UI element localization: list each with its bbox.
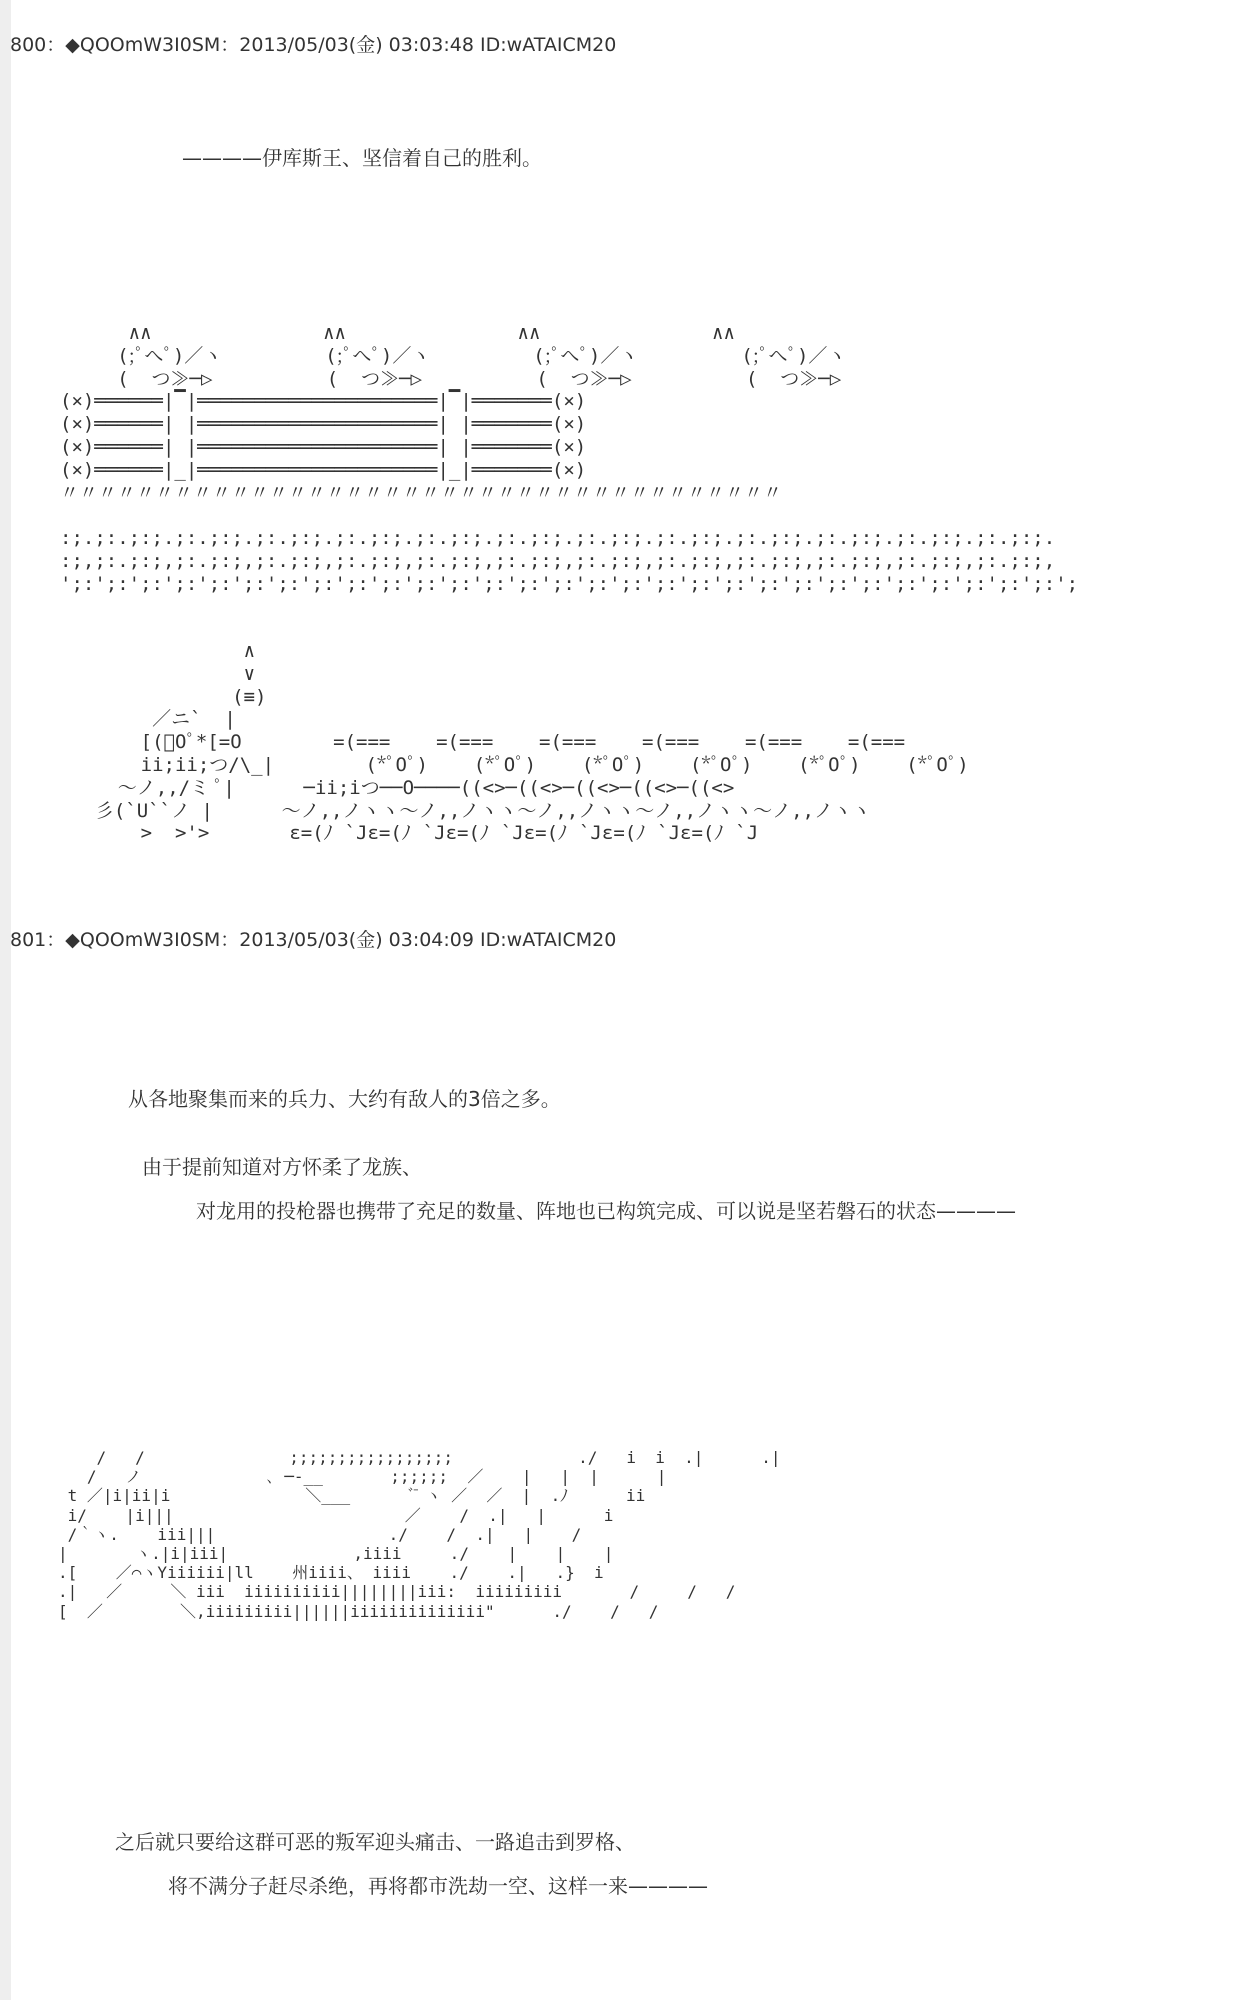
- post-header-800: 800：◆QOOmW3I0SM：2013/05/03(金) 03:03:48 ID:wATAICM20: [10, 34, 617, 56]
- ascii-art-landscape: / / ;;;;;;;;;;;;;;;;; ./ i i .| .| / ノ ､ ─-__ ;;;;;; ／ | | | | t ／|i|ii|i ＼___ ﾞ̄ ヽ ／ ／ | .ﾉ ii i/ |i||| ／ / .| | i /｀ヽ. iii||| ./ / .| | / | ヽ.|i|iii| ,iiii ./ | | | .[ ／⌒ヽYiiiiii|ll 州iiii、 iiii ./ .| .} i .| ／ ＼ iii iiiiiiiiii||||||||iii: iiiiiiiii / / / [ ／ ＼,iiiiiiiii||||||iiiiiiiiiiiiii" ./ / /: [58, 1448, 781, 1621]
- narration-line: 从各地聚集而来的兵力、大约有敌人的3倍之多。: [128, 1087, 561, 1111]
- post-header-801: 801：◆QOOmW3I0SM：2013/05/03(金) 03:04:09 ID:wATAICM20: [10, 929, 617, 951]
- narration-line: 对龙用的投枪器也携带了充足的数量、阵地也已构筑完成、可以说是坚若磐石的状态————: [196, 1199, 1016, 1223]
- narration-line: 之后就只要给这群可恶的叛军迎头痛击、一路追击到罗格、: [115, 1830, 635, 1854]
- narration-line: ————伊库斯王、坚信着自己的胜利。: [182, 146, 542, 170]
- narration-line: 将不满分子赶尽杀绝，再将都市洗劫一空、这样一来————: [168, 1874, 708, 1898]
- page-left-strip: [0, 0, 11, 2000]
- ascii-art-wall-soldiers: ∧∧ ∧∧ ∧∧ ∧∧ (;ﾟへﾟ)／ヽ (;ﾟへﾟ)／ヽ (;ﾟへﾟ)／ヽ (;ﾟへﾟ)／ヽ ( つ≫─▷ ( つ≫─▷ ( つ≫─▷ ( つ≫─▷ (×)══════|▔|═════════════════════|▔|═══════(×) (×)══════| |═════════════════════| |═══════(×) (×)══════| |═════════════════════| |═══════(×) (×)══════|_|═════════════════════|_|═══════(×) 〃〃〃〃〃〃〃〃〃〃〃〃〃〃〃〃〃〃〃〃〃〃〃〃〃〃〃〃〃〃〃〃〃〃〃〃〃〃 :;.;:.;:;.;:.;:;.;:.;:;.;:.;:;.;:.;:;.;:.;:;.;:.;:;.;:.;:;.;:.;:;.;:.;:;.;:.;:;.;:.;:;. :;,;:.;:;,;:.;:;,;:.;:;,;:.;:;,;:.;:;,;:.;:;,;:.;:;,;:.;:;,;:.;:;,;:.;:;,;:.;:;,;:.;:;, ';:';:';:';:';:';:';:';:';:';:';:';:';:';:';:';:';:';:';:';:';:';:';:';:';:';:';:';:';:';: [60, 322, 1079, 595]
- ascii-art-army-charge: ∧ ∨ (≡) ／ニ` | [(ﾟOﾟ*[=O =(=== =(=== =(=== =(=== =(=== =(=== ii;ii;つ/\_| (*ﾟOﾟ) (*ﾟOﾟ) (*ﾟOﾟ) (*ﾟOﾟ) (*ﾟOﾟ) (*ﾟOﾟ) ～ノ,,/ミ ﾟ| ─ii;iつ──O────((<>─((<>─((<>─((<>─((<> 彡(`U``ノ | ～ノ,,ノヽヽ～ノ,,ノヽヽ～ノ,,ノヽヽ～ノ,,ノヽヽ～ノ,,ノヽヽ > >'> ε=(ﾉ `Jε=(ﾉ `Jε=(ﾉ `Jε=(ﾉ `Jε=(ﾉ `Jε=(ﾉ `J: [94, 640, 969, 845]
- narration-line: 由于提前知道对方怀柔了龙族、: [142, 1155, 422, 1179]
